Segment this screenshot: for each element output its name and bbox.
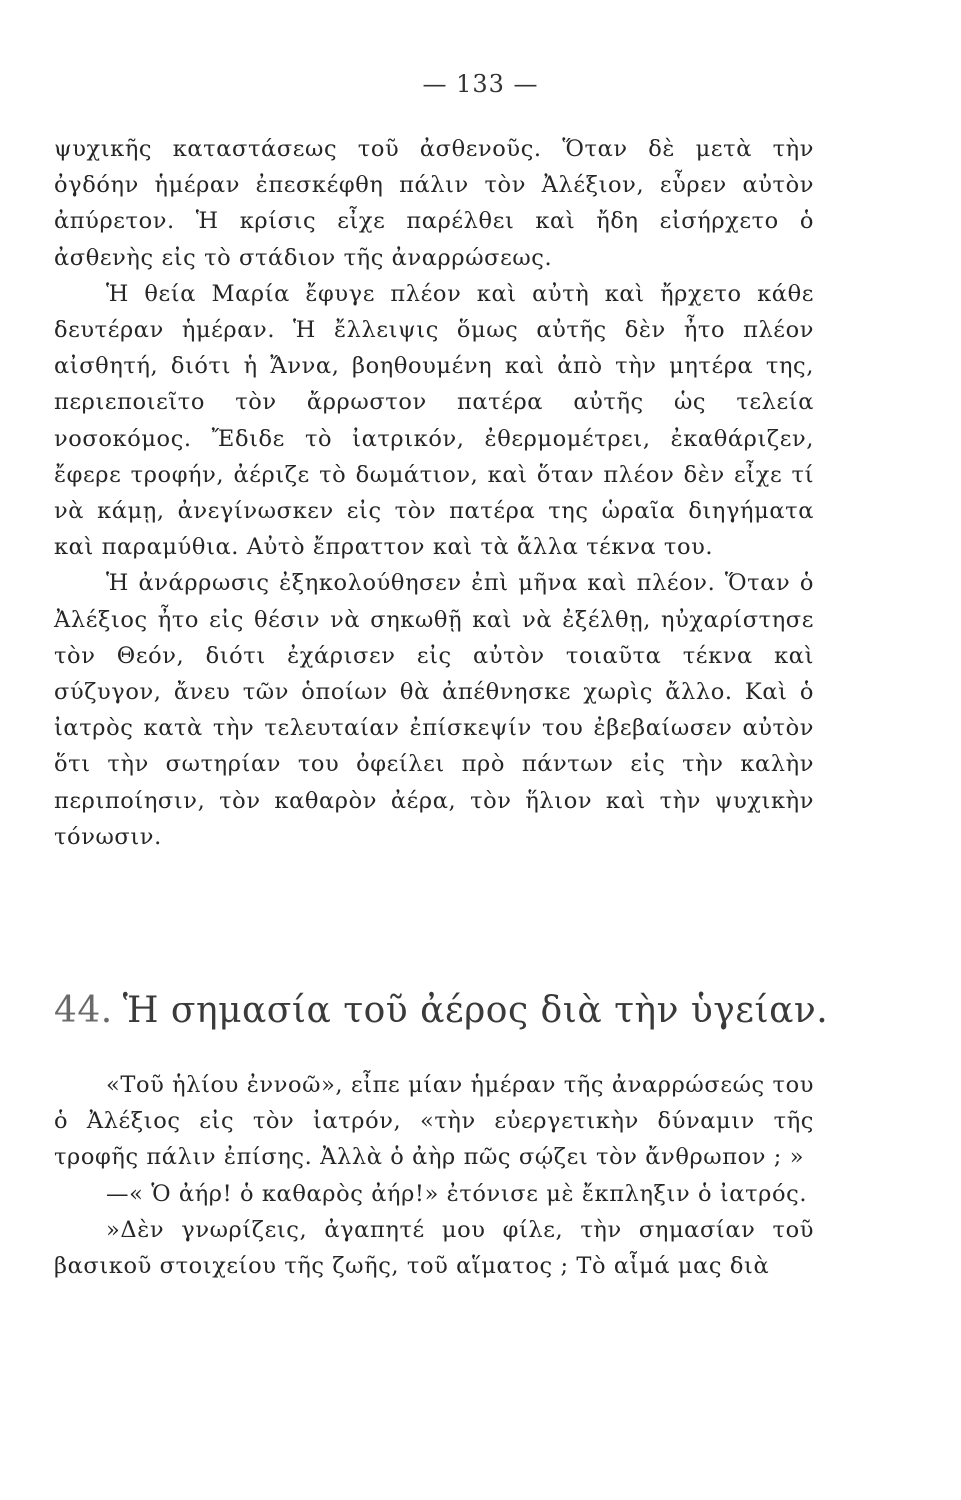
paragraph: »Δὲν γνωρίζεις, ἀγαπητέ μου φίλε, τὴν σημασίαν τοῦ βασικοῦ στοιχείου τῆς ζωῆς, τοῦ αἵματος ; Τὸ αἷμά μας διὰ xyxy=(54,1216,814,1280)
section-number: 44. xyxy=(54,990,113,1031)
paragraph: Ἡ ἀνάρρωσις ἐξηκολούθησεν ἐπὶ μῆνα καὶ πλέον. Ὅταν ὁ Ἀλέξιος ἦτο εἰς θέσιν νὰ σηκωθῇ καὶ νὰ ἐξέλθῃ, ηὐχαρίστησε τὸν Θεόν, διότι ἐχάρισεν εἰς αὐτὸν τοιαῦτα τέκνα καὶ σύζυγον, ἄνευ τῶν ὁποίων θὰ ἀπέθνησκε χωρὶς ἄλλο. Καὶ ὁ ἰατρὸς κατὰ τὴν τελευταίαν ἐπίσκεψίν του ἐβεβαίωσεν αὐτὸν ὅτι τὴν σωτηρίαν του ὀφείλει πρὸ πάντων εἰς τὴν καλὴν περιποίησιν, τὸν καθαρὸν ἀέρα, τὸν ἥλιον καὶ τὴν ψυχικὴν τόνωσιν. xyxy=(54,570,814,850)
section-2-body xyxy=(54,1067,814,1284)
paragraph: Ἡ θεία Μαρία ἔφυγε πλέον καὶ αὐτὴ καὶ ἤρχετο κάθε δευτέραν ἡμέραν. Ἡ ἔλλειψις ὅμως αὐτῆς δὲν ἦτο πλέον αἰσθητή, διότι ἡ Ἄννα, βοηθουμένη καὶ ἀπὸ τὴν μητέρα της, περιεποιεῖτο τὸν ἄρρωστον πατέρα αὐτῆς ὡς τελεία νοσοκόμος. Ἔδιδε τὸ ἰατρικόν, ἐθερμομέτρει, ἐκαθάριζεν, ἔφερε τροφήν, ἀέριζε τὸ δωμάτιον, καὶ ὅταν πλέον δὲν εἶχε τί νὰ κάμῃ, ἀνεγίνωσκεν εἰς τὸν πατέρα της ὡραῖα διηγήματα καὶ παραμύθια. Αὐτὸ ἔπραττον καὶ τὰ ἄλλα τέκνα του. xyxy=(54,280,814,561)
section-1-body xyxy=(54,131,814,855)
paragraph: ψυχικῆς καταστάσεως τοῦ ἀσθενοῦς. Ὅταν δὲ μετὰ τὴν ὀγδόην ἡμέραν ἐπεσκέφθη πάλιν τὸν Ἀλέξιον, εὗρεν αὐτὸν ἀπύρετον. Ἡ κρίσις εἶχε παρέλθει καὶ ἤδη εἰσήρχετο ὁ ἀσθενὴς εἰς τὸ στάδιον τῆς ἀναρρώσεως. xyxy=(54,136,814,271)
paragraph: —« Ὁ ἀήρ! ὁ καθαρὸς ἀήρ!» ἐτόνισε μὲ ἔκπληξιν ὁ ἰατρός. xyxy=(106,1180,808,1207)
paragraph: «Τοῦ ἡλίου ἐννοῶ», εἶπε μίαν ἡμέραν τῆς ἀναρρώσεώς του ὁ Ἀλέξιος εἰς τὸν ἰατρόν, «τὴν εὐεργετικὴν δύναμιν τῆς τροφῆς πάλιν ἐπίσης. Ἀλλὰ ὁ ἀὴρ πῶς σῴζει τὸν ἄνθρωπον ; » xyxy=(54,1072,814,1171)
page-number: — 133 — xyxy=(422,70,539,98)
section-heading xyxy=(54,987,834,1035)
section-title: Ἡ σημασία τοῦ ἀέρος διὰ τὴν ὑγείαν. xyxy=(122,990,829,1031)
